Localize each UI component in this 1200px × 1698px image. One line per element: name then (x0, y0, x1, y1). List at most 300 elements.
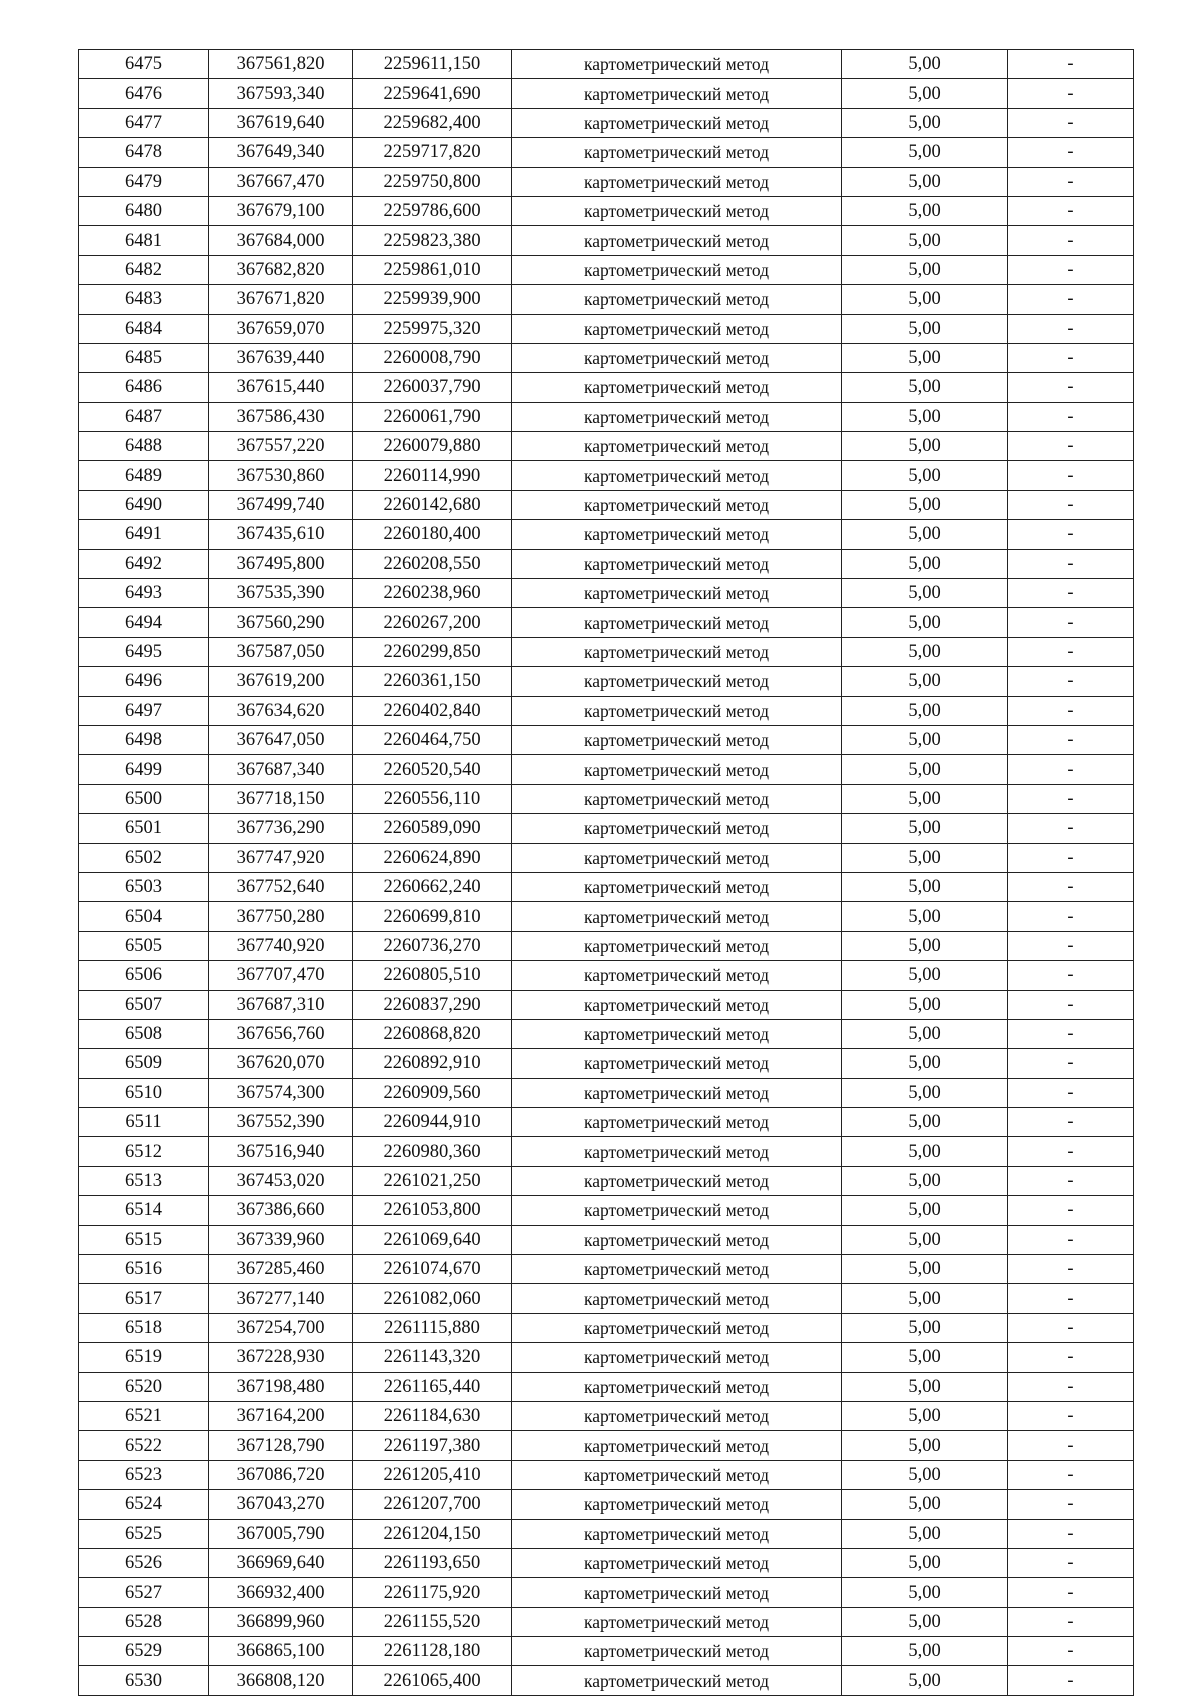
point-number-cell: 6527 (79, 1578, 209, 1607)
x-coordinate-cell: 367005,790 (209, 1519, 353, 1548)
y-coordinate-cell: 2261021,250 (353, 1166, 512, 1195)
method-cell: картометрический метод (512, 226, 842, 255)
table-row (79, 1607, 1134, 1636)
y-coordinate-cell: 2260892,910 (353, 1049, 512, 1078)
point-number-cell: 6510 (79, 1078, 209, 1107)
method-cell: картометрический метод (512, 373, 842, 402)
y-coordinate-cell: 2261065,400 (353, 1666, 512, 1695)
method-cell: картометрический метод (512, 1578, 842, 1607)
y-coordinate-cell: 2259717,820 (353, 138, 512, 167)
point-number-cell: 6499 (79, 755, 209, 784)
accuracy-cell: 5,00 (842, 50, 1008, 79)
description-cell: - (1008, 1284, 1134, 1313)
description-cell: - (1008, 1343, 1134, 1372)
table-row (79, 79, 1134, 108)
point-number-cell: 6496 (79, 667, 209, 696)
description-cell: - (1008, 1666, 1134, 1695)
description-cell: - (1008, 814, 1134, 843)
accuracy-cell: 5,00 (842, 285, 1008, 314)
method-cell: картометрический метод (512, 902, 842, 931)
x-coordinate-cell: 366865,100 (209, 1637, 353, 1666)
method-cell: картометрический метод (512, 549, 842, 578)
y-coordinate-cell: 2259611,150 (353, 50, 512, 79)
x-coordinate-cell: 367634,620 (209, 696, 353, 725)
y-coordinate-cell: 2260520,540 (353, 755, 512, 784)
method-cell: картометрический метод (512, 696, 842, 725)
method-cell: картометрический метод (512, 461, 842, 490)
point-number-cell: 6526 (79, 1548, 209, 1577)
method-cell: картометрический метод (512, 990, 842, 1019)
accuracy-cell: 5,00 (842, 1548, 1008, 1577)
method-cell: картометрический метод (512, 1166, 842, 1195)
accuracy-cell: 5,00 (842, 255, 1008, 284)
description-cell: - (1008, 1313, 1134, 1342)
description-cell: - (1008, 138, 1134, 167)
point-number-cell: 6475 (79, 50, 209, 79)
x-coordinate-cell: 367620,070 (209, 1049, 353, 1078)
point-number-cell: 6507 (79, 990, 209, 1019)
table-row (79, 1078, 1134, 1107)
description-cell: - (1008, 255, 1134, 284)
accuracy-cell: 5,00 (842, 1431, 1008, 1460)
point-number-cell: 6481 (79, 226, 209, 255)
table-row (79, 872, 1134, 901)
table-row (79, 490, 1134, 519)
y-coordinate-cell: 2260208,550 (353, 549, 512, 578)
x-coordinate-cell: 367435,610 (209, 520, 353, 549)
y-coordinate-cell: 2261155,520 (353, 1607, 512, 1636)
accuracy-cell: 5,00 (842, 990, 1008, 1019)
x-coordinate-cell: 366899,960 (209, 1607, 353, 1636)
table-row (79, 961, 1134, 990)
x-coordinate-cell: 367586,430 (209, 402, 353, 431)
description-cell: - (1008, 1019, 1134, 1048)
accuracy-cell: 5,00 (842, 872, 1008, 901)
y-coordinate-cell: 2261205,410 (353, 1460, 512, 1489)
x-coordinate-cell: 367587,050 (209, 637, 353, 666)
method-cell: картометрический метод (512, 843, 842, 872)
point-number-cell: 6492 (79, 549, 209, 578)
description-cell: - (1008, 1637, 1134, 1666)
accuracy-cell: 5,00 (842, 696, 1008, 725)
point-number-cell: 6502 (79, 843, 209, 872)
table-row (79, 1401, 1134, 1430)
description-cell: - (1008, 667, 1134, 696)
x-coordinate-cell: 367593,340 (209, 79, 353, 108)
table-row (79, 637, 1134, 666)
accuracy-cell: 5,00 (842, 1078, 1008, 1107)
method-cell: картометрический метод (512, 1460, 842, 1489)
method-cell: картометрический метод (512, 1049, 842, 1078)
x-coordinate-cell: 367707,470 (209, 961, 353, 990)
description-cell: - (1008, 226, 1134, 255)
table-row (79, 285, 1134, 314)
accuracy-cell: 5,00 (842, 814, 1008, 843)
accuracy-cell: 5,00 (842, 1460, 1008, 1489)
method-cell: картометрический метод (512, 1343, 842, 1372)
description-cell: - (1008, 1519, 1134, 1548)
y-coordinate-cell: 2259939,900 (353, 285, 512, 314)
point-number-cell: 6520 (79, 1372, 209, 1401)
y-coordinate-cell: 2260736,270 (353, 931, 512, 960)
method-cell: картометрический метод (512, 1196, 842, 1225)
method-cell: картометрический метод (512, 490, 842, 519)
point-number-cell: 6485 (79, 343, 209, 372)
x-coordinate-cell: 367736,290 (209, 814, 353, 843)
point-number-cell: 6528 (79, 1607, 209, 1636)
point-number-cell: 6498 (79, 725, 209, 754)
table-row (79, 990, 1134, 1019)
y-coordinate-cell: 2259861,010 (353, 255, 512, 284)
table-row (79, 461, 1134, 490)
point-number-cell: 6495 (79, 637, 209, 666)
accuracy-cell: 5,00 (842, 79, 1008, 108)
x-coordinate-cell: 367659,070 (209, 314, 353, 343)
accuracy-cell: 5,00 (842, 1343, 1008, 1372)
method-cell: картометрический метод (512, 79, 842, 108)
method-cell: картометрический метод (512, 667, 842, 696)
table-row (79, 1343, 1134, 1372)
method-cell: картометрический метод (512, 1401, 842, 1430)
accuracy-cell: 5,00 (842, 1225, 1008, 1254)
table-row (79, 696, 1134, 725)
x-coordinate-cell: 367552,390 (209, 1108, 353, 1137)
method-cell: картометрический метод (512, 432, 842, 461)
x-coordinate-cell: 367453,020 (209, 1166, 353, 1195)
description-cell: - (1008, 461, 1134, 490)
method-cell: картометрический метод (512, 1519, 842, 1548)
description-cell: - (1008, 637, 1134, 666)
method-cell: картометрический метод (512, 1108, 842, 1137)
x-coordinate-cell: 367656,760 (209, 1019, 353, 1048)
y-coordinate-cell: 2261165,440 (353, 1372, 512, 1401)
method-cell: картометрический метод (512, 402, 842, 431)
description-cell: - (1008, 1372, 1134, 1401)
description-cell: - (1008, 784, 1134, 813)
method-cell: картометрический метод (512, 1548, 842, 1577)
table-row (79, 1019, 1134, 1048)
table-row (79, 1637, 1134, 1666)
accuracy-cell: 5,00 (842, 373, 1008, 402)
method-cell: картометрический метод (512, 314, 842, 343)
x-coordinate-cell: 367561,820 (209, 50, 353, 79)
y-coordinate-cell: 2261082,060 (353, 1284, 512, 1313)
method-cell: картометрический метод (512, 167, 842, 196)
y-coordinate-cell: 2260402,840 (353, 696, 512, 725)
accuracy-cell: 5,00 (842, 1401, 1008, 1430)
y-coordinate-cell: 2260662,240 (353, 872, 512, 901)
point-number-cell: 6524 (79, 1490, 209, 1519)
table-row (79, 432, 1134, 461)
x-coordinate-cell: 367164,200 (209, 1401, 353, 1430)
y-coordinate-cell: 2259750,800 (353, 167, 512, 196)
x-coordinate-cell: 367499,740 (209, 490, 353, 519)
table-row (79, 579, 1134, 608)
accuracy-cell: 5,00 (842, 226, 1008, 255)
point-number-cell: 6476 (79, 79, 209, 108)
table-row (79, 1431, 1134, 1460)
description-cell: - (1008, 608, 1134, 637)
method-cell: картометрический метод (512, 814, 842, 843)
table-row (79, 50, 1134, 79)
y-coordinate-cell: 2260267,200 (353, 608, 512, 637)
y-coordinate-cell: 2260868,820 (353, 1019, 512, 1048)
accuracy-cell: 5,00 (842, 343, 1008, 372)
coordinates-table-body (79, 50, 1134, 1696)
accuracy-cell: 5,00 (842, 108, 1008, 137)
point-number-cell: 6504 (79, 902, 209, 931)
description-cell: - (1008, 50, 1134, 79)
x-coordinate-cell: 367574,300 (209, 1078, 353, 1107)
table-row (79, 725, 1134, 754)
x-coordinate-cell: 367750,280 (209, 902, 353, 931)
point-number-cell: 6517 (79, 1284, 209, 1313)
table-row (79, 1108, 1134, 1137)
table-row (79, 1666, 1134, 1695)
point-number-cell: 6503 (79, 872, 209, 901)
y-coordinate-cell: 2260238,960 (353, 579, 512, 608)
point-number-cell: 6493 (79, 579, 209, 608)
x-coordinate-cell: 366969,640 (209, 1548, 353, 1577)
table-row (79, 814, 1134, 843)
y-coordinate-cell: 2259786,600 (353, 196, 512, 225)
method-cell: картометрический метод (512, 725, 842, 754)
x-coordinate-cell: 367747,920 (209, 843, 353, 872)
method-cell: картометрический метод (512, 108, 842, 137)
accuracy-cell: 5,00 (842, 637, 1008, 666)
description-cell: - (1008, 755, 1134, 784)
x-coordinate-cell: 367339,960 (209, 1225, 353, 1254)
table-row (79, 196, 1134, 225)
description-cell: - (1008, 167, 1134, 196)
table-row (79, 402, 1134, 431)
description-cell: - (1008, 490, 1134, 519)
accuracy-cell: 5,00 (842, 902, 1008, 931)
x-coordinate-cell: 367619,200 (209, 667, 353, 696)
accuracy-cell: 5,00 (842, 461, 1008, 490)
method-cell: картометрический метод (512, 1666, 842, 1695)
description-cell: - (1008, 79, 1134, 108)
accuracy-cell: 5,00 (842, 314, 1008, 343)
table-row (79, 1284, 1134, 1313)
point-number-cell: 6506 (79, 961, 209, 990)
point-number-cell: 6509 (79, 1049, 209, 1078)
x-coordinate-cell: 367516,940 (209, 1137, 353, 1166)
y-coordinate-cell: 2261069,640 (353, 1225, 512, 1254)
x-coordinate-cell: 367649,340 (209, 138, 353, 167)
method-cell: картометрический метод (512, 1019, 842, 1048)
y-coordinate-cell: 2260180,400 (353, 520, 512, 549)
accuracy-cell: 5,00 (842, 608, 1008, 637)
point-number-cell: 6483 (79, 285, 209, 314)
description-cell: - (1008, 314, 1134, 343)
method-cell: картометрический метод (512, 1284, 842, 1313)
accuracy-cell: 5,00 (842, 520, 1008, 549)
point-number-cell: 6480 (79, 196, 209, 225)
accuracy-cell: 5,00 (842, 1019, 1008, 1048)
y-coordinate-cell: 2260556,110 (353, 784, 512, 813)
accuracy-cell: 5,00 (842, 1372, 1008, 1401)
accuracy-cell: 5,00 (842, 725, 1008, 754)
y-coordinate-cell: 2260944,910 (353, 1108, 512, 1137)
point-number-cell: 6484 (79, 314, 209, 343)
y-coordinate-cell: 2261207,700 (353, 1490, 512, 1519)
y-coordinate-cell: 2261204,150 (353, 1519, 512, 1548)
point-number-cell: 6523 (79, 1460, 209, 1489)
point-number-cell: 6494 (79, 608, 209, 637)
point-number-cell: 6505 (79, 931, 209, 960)
method-cell: картометрический метод (512, 255, 842, 284)
method-cell: картометрический метод (512, 50, 842, 79)
table-row (79, 1225, 1134, 1254)
description-cell: - (1008, 843, 1134, 872)
table-row (79, 314, 1134, 343)
point-number-cell: 6501 (79, 814, 209, 843)
y-coordinate-cell: 2261193,650 (353, 1548, 512, 1577)
description-cell: - (1008, 1225, 1134, 1254)
x-coordinate-cell: 366808,120 (209, 1666, 353, 1695)
method-cell: картометрический метод (512, 1078, 842, 1107)
method-cell: картометрический метод (512, 285, 842, 314)
y-coordinate-cell: 2261175,920 (353, 1578, 512, 1607)
description-cell: - (1008, 343, 1134, 372)
accuracy-cell: 5,00 (842, 1578, 1008, 1607)
method-cell: картометрический метод (512, 579, 842, 608)
description-cell: - (1008, 1548, 1134, 1577)
table-row (79, 1460, 1134, 1489)
method-cell: картометрический метод (512, 961, 842, 990)
point-number-cell: 6516 (79, 1255, 209, 1284)
description-cell: - (1008, 961, 1134, 990)
method-cell: картометрический метод (512, 1313, 842, 1342)
description-cell: - (1008, 696, 1134, 725)
description-cell: - (1008, 108, 1134, 137)
accuracy-cell: 5,00 (842, 1166, 1008, 1195)
y-coordinate-cell: 2260699,810 (353, 902, 512, 931)
accuracy-cell: 5,00 (842, 1108, 1008, 1137)
y-coordinate-cell: 2259641,690 (353, 79, 512, 108)
table-row (79, 755, 1134, 784)
x-coordinate-cell: 367285,460 (209, 1255, 353, 1284)
table-row (79, 608, 1134, 637)
y-coordinate-cell: 2261115,880 (353, 1313, 512, 1342)
method-cell: картометрический метод (512, 637, 842, 666)
point-number-cell: 6530 (79, 1666, 209, 1695)
x-coordinate-cell: 367687,310 (209, 990, 353, 1019)
x-coordinate-cell: 367682,820 (209, 255, 353, 284)
method-cell: картометрический метод (512, 784, 842, 813)
accuracy-cell: 5,00 (842, 1637, 1008, 1666)
accuracy-cell: 5,00 (842, 755, 1008, 784)
y-coordinate-cell: 2259682,400 (353, 108, 512, 137)
y-coordinate-cell: 2260114,990 (353, 461, 512, 490)
table-row (79, 1255, 1134, 1284)
method-cell: картометрический метод (512, 520, 842, 549)
accuracy-cell: 5,00 (842, 1284, 1008, 1313)
y-coordinate-cell: 2259823,380 (353, 226, 512, 255)
accuracy-cell: 5,00 (842, 1607, 1008, 1636)
point-number-cell: 6529 (79, 1637, 209, 1666)
x-coordinate-cell: 367667,470 (209, 167, 353, 196)
point-number-cell: 6491 (79, 520, 209, 549)
y-coordinate-cell: 2261143,320 (353, 1343, 512, 1372)
y-coordinate-cell: 2259975,320 (353, 314, 512, 343)
point-number-cell: 6521 (79, 1401, 209, 1430)
method-cell: картометрический метод (512, 755, 842, 784)
y-coordinate-cell: 2260980,360 (353, 1137, 512, 1166)
method-cell: картометрический метод (512, 1607, 842, 1636)
y-coordinate-cell: 2261074,670 (353, 1255, 512, 1284)
point-number-cell: 6500 (79, 784, 209, 813)
coordinates-table (78, 49, 1134, 1696)
method-cell: картометрический метод (512, 1225, 842, 1254)
description-cell: - (1008, 373, 1134, 402)
method-cell: картометрический метод (512, 196, 842, 225)
table-row (79, 843, 1134, 872)
method-cell: картометрический метод (512, 608, 842, 637)
table-row (79, 902, 1134, 931)
method-cell: картометрический метод (512, 1431, 842, 1460)
description-cell: - (1008, 990, 1134, 1019)
description-cell: - (1008, 1607, 1134, 1636)
point-number-cell: 6508 (79, 1019, 209, 1048)
table-row (79, 167, 1134, 196)
point-number-cell: 6482 (79, 255, 209, 284)
x-coordinate-cell: 367687,340 (209, 755, 353, 784)
table-row (79, 1049, 1134, 1078)
accuracy-cell: 5,00 (842, 961, 1008, 990)
accuracy-cell: 5,00 (842, 1255, 1008, 1284)
y-coordinate-cell: 2260624,890 (353, 843, 512, 872)
accuracy-cell: 5,00 (842, 1519, 1008, 1548)
accuracy-cell: 5,00 (842, 1666, 1008, 1695)
table-row (79, 226, 1134, 255)
description-cell: - (1008, 432, 1134, 461)
table-row (79, 1578, 1134, 1607)
x-coordinate-cell: 367718,150 (209, 784, 353, 813)
accuracy-cell: 5,00 (842, 667, 1008, 696)
method-cell: картометрический метод (512, 1637, 842, 1666)
y-coordinate-cell: 2261128,180 (353, 1637, 512, 1666)
point-number-cell: 6489 (79, 461, 209, 490)
description-cell: - (1008, 725, 1134, 754)
accuracy-cell: 5,00 (842, 579, 1008, 608)
x-coordinate-cell: 367386,660 (209, 1196, 353, 1225)
method-cell: картометрический метод (512, 872, 842, 901)
x-coordinate-cell: 367752,640 (209, 872, 353, 901)
description-cell: - (1008, 520, 1134, 549)
x-coordinate-cell: 367228,930 (209, 1343, 353, 1372)
description-cell: - (1008, 1490, 1134, 1519)
x-coordinate-cell: 367671,820 (209, 285, 353, 314)
description-cell: - (1008, 1049, 1134, 1078)
accuracy-cell: 5,00 (842, 432, 1008, 461)
x-coordinate-cell: 367679,100 (209, 196, 353, 225)
table-row (79, 1137, 1134, 1166)
x-coordinate-cell: 367277,140 (209, 1284, 353, 1313)
description-cell: - (1008, 1255, 1134, 1284)
x-coordinate-cell: 367557,220 (209, 432, 353, 461)
description-cell: - (1008, 902, 1134, 931)
point-number-cell: 6513 (79, 1166, 209, 1195)
table-row (79, 1548, 1134, 1577)
description-cell: - (1008, 1578, 1134, 1607)
description-cell: - (1008, 1431, 1134, 1460)
table-row (79, 520, 1134, 549)
accuracy-cell: 5,00 (842, 1313, 1008, 1342)
x-coordinate-cell: 367639,440 (209, 343, 353, 372)
description-cell: - (1008, 1137, 1134, 1166)
